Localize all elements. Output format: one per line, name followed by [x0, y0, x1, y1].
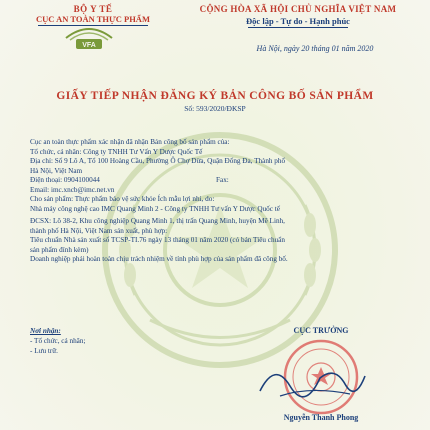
- factory-line-1: ĐCSX: Lô 38-2, Khu công nghiệp Quang Minh 1, thị trấn Quang Minh, huyện Mê Linh,: [30, 217, 285, 225]
- recipients-heading: Nơi nhận:: [30, 327, 61, 335]
- nation-name: CỘNG HÒA XÃ HỘI CHỦ NGHĨA VIỆT NAM: [199, 4, 397, 14]
- responsibility-text: Doanh nghiệp phải hoàn toàn chịu trách nhiệm về tính phù hợp của sản phẩm đã công bố.: [30, 255, 288, 263]
- product-text: Cho sản phẩm: Thực phẩm bảo vệ sức khỏe Ích mẫu lợi nhi, do:: [30, 195, 215, 203]
- vfa-logo-icon: [62, 24, 116, 52]
- recipient-item: - Tổ chức, cá nhân;: [30, 337, 86, 345]
- issue-date: Hà Nội, ngày 20 tháng 01 năm 2020: [256, 44, 374, 53]
- document-title: GIẤY TIẾP NHẬN ĐĂNG KÝ BẢN CÔNG BỐ SẢN PHẨM: [56, 90, 374, 102]
- email-text: Email: imc.xncb@imc.net.vn: [30, 185, 115, 194]
- standard-line-1: Tiêu chuẩn Nhà sản xuất số TCSP-TI.76 ngày 13 tháng 01 năm 2020 (có bản Tiêu chuẩn: [30, 236, 285, 244]
- recipient-item: - Lưu trữ.: [30, 347, 58, 355]
- signer-title: CỤC TRƯỞNG: [293, 326, 349, 335]
- standard-line-2: sản phẩm đính kèm): [30, 245, 89, 254]
- document-body: [30, 138, 420, 265]
- document-number: Số: 593/2020/ĐKSP: [184, 104, 246, 113]
- phone-text: Điện thoại: 0904100044: [30, 176, 100, 184]
- signer-name: Nguyễn Thanh Phong: [283, 413, 359, 422]
- motto-divider: [248, 27, 348, 28]
- department-name: CỤC AN TOÀN THỰC PHẨM: [36, 14, 150, 24]
- manufacturer-text: Nhà máy công nghệ cao IMC Quang Minh 2 - Công ty TNHH Tư vấn Y Dược Quốc tế: [30, 204, 280, 213]
- handwritten-signature-icon: [250, 356, 370, 406]
- address-line-2: Hà Nội, Việt Nam: [30, 166, 83, 175]
- organization-text: Tổ chức, cá nhân: Công ty TNHH Tư Vấn Y Dược Quốc Tế: [30, 147, 203, 156]
- intro-text: Cục an toàn thực phẩm xác nhận đã nhận Bản công bố sản phẩm của:: [30, 138, 230, 146]
- fax-text: Fax:: [216, 176, 229, 184]
- recipients-block: [30, 326, 85, 356]
- factory-line-2: thành phố Hà Nội, Việt Nam sản xuất, phù hợp:: [30, 226, 168, 235]
- nation-header: [178, 4, 418, 28]
- address-line-1: Địa chỉ: Số 9 Lô A, Tổ 100 Hoàng Cầu, Phường Ô Chợ Dừa, Quận Đống Đa, Thành phố: [30, 157, 286, 165]
- nation-motto: Độc lập - Tự do - Hạnh phúc: [246, 16, 350, 26]
- svg-text:VFA: VFA: [82, 42, 96, 49]
- issuer-header: [18, 4, 168, 26]
- ministry-name: BỘ Y TẾ: [73, 4, 113, 14]
